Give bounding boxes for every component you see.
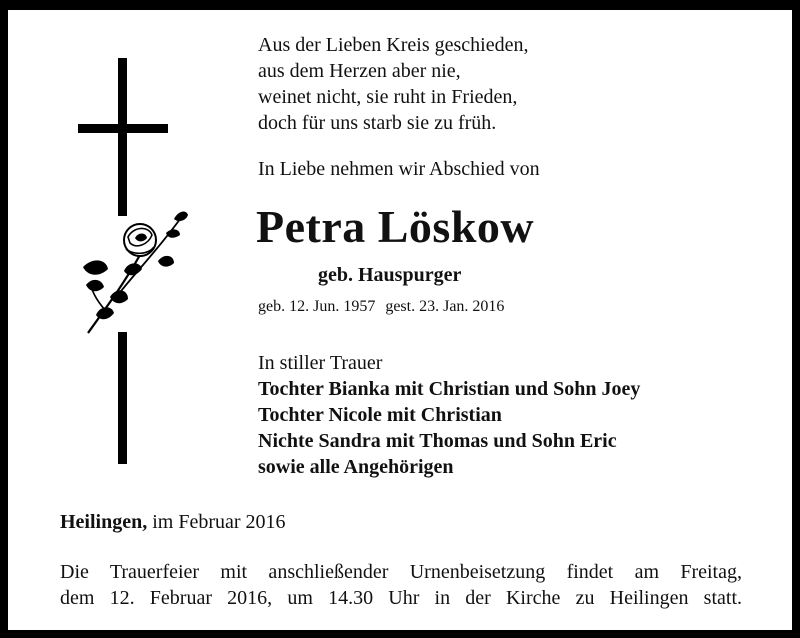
poem — [258, 32, 528, 136]
cross-base — [118, 332, 127, 464]
life-dates — [258, 298, 504, 316]
service-line: Die Trauerfeier mit anschließender Urnenbeisetzung findet am Freitag, — [60, 561, 742, 583]
birth-date: geb. 12. Jun. 1957 — [258, 298, 376, 315]
service-announcement — [60, 559, 742, 611]
cross-bar — [78, 124, 168, 133]
mourners-heading: In stiller Trauer — [258, 352, 383, 374]
poem-line: weinet nicht, sie ruht in Frieden, — [258, 86, 518, 108]
maiden-name: geb. Hauspurger — [318, 264, 462, 286]
mourner-line: Tochter Nicole mit Christian — [258, 404, 502, 426]
rose-icon — [78, 205, 193, 345]
poem-line: doch für uns starb sie zu früh. — [258, 112, 497, 134]
mourner-line: sowie alle Angehörigen — [258, 456, 454, 478]
mourner-line: Tochter Bianka mit Christian und Sohn Joey — [258, 378, 641, 400]
service-line: dem 12. Februar 2016, um 14.30 Uhr in der Kirche zu Heilingen statt. — [60, 587, 742, 609]
place-date — [60, 511, 286, 534]
farewell-intro: In Liebe nehmen wir Abschied von — [258, 158, 540, 180]
mourner-line: Nichte Sandra mit Thomas und Sohn Eric — [258, 430, 617, 452]
mourners-block — [258, 350, 640, 480]
place-city: Heilingen, — [60, 511, 148, 533]
place-month: im Februar 2016 — [152, 511, 286, 533]
cross-icon — [118, 58, 127, 216]
poem-line: Aus der Lieben Kreis geschieden, — [258, 34, 529, 56]
deceased-name: Petra Löskow — [256, 201, 535, 252]
poem-line: aus dem Herzen aber nie, — [258, 60, 461, 82]
death-date: gest. 23. Jan. 2016 — [385, 298, 505, 315]
